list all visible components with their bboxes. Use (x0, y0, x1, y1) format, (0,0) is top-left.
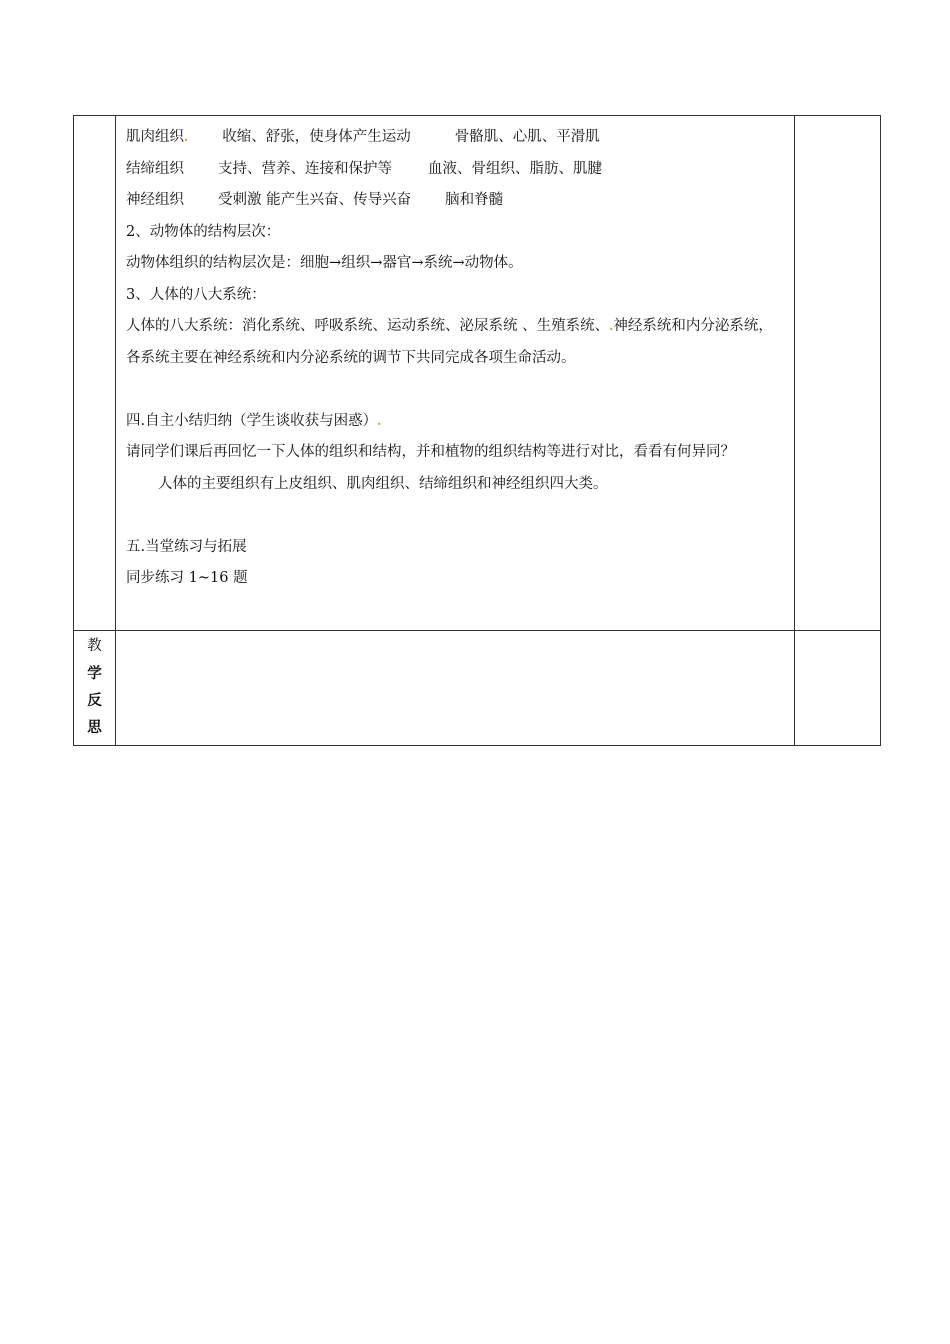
highlight-dot: . (377, 413, 382, 428)
lesson-plan-table (73, 115, 881, 746)
tissue-name: 神经组织 (126, 192, 185, 208)
tissue-function: 受刺激 能产生兴奋、传导兴奋 (218, 192, 412, 208)
part4-answer: 人体的主要组织有上皮组织、肌肉组织、结缔组织和神经组织四大类。 (158, 475, 608, 492)
section3-heading: 3、人体的八大系统： (126, 286, 266, 303)
reflection-char: 反 (87, 692, 102, 709)
tissue-examples: 骨骼肌、心肌、平滑肌 (454, 129, 600, 145)
reflection-content-cell (116, 631, 795, 746)
main-content-cell (116, 116, 795, 631)
reflection-char: 学 (87, 665, 102, 682)
section2-heading: 2、动物体的结构层次： (126, 223, 281, 240)
highlight-dot: . (184, 130, 189, 144)
part5-text: 同步练习 1~16 题 (126, 570, 248, 586)
tissue-name: 肌肉组织 (126, 129, 185, 145)
reflection-char: 教 (87, 638, 102, 654)
tissue-row-muscle (126, 122, 786, 154)
tissue-function: 收缩、舒张，使身体产生运动 (222, 129, 411, 145)
part5-heading: 五.当堂练习与拓展 (126, 538, 247, 555)
reflection-right-cell (794, 631, 880, 746)
part4-question: 请同学们课后再回忆一下人体的组织和结构，并和植物的组织结构等进行对比，看看有何异同？ (126, 444, 736, 460)
section3-text: 人体的八大系统：消化系统、呼吸系统、运动系统、泌尿系统 、生殖系统、.神经系统和内分泌系统，各系统主要在神经系统和内分泌系统的调节下共同完成各项生命活动。 (126, 318, 773, 366)
content-row (74, 116, 881, 631)
tissue-name: 结缔组织 (126, 160, 185, 177)
tissue-examples: 脑和脊髓 (445, 192, 504, 208)
tissue-row-connective (126, 154, 786, 186)
content-body (116, 116, 794, 595)
tissue-row-nerve (126, 185, 786, 217)
part4-heading: 四.自主小结归纳（学生谈收获与困惑）. (126, 412, 382, 429)
left-label-cell (74, 116, 116, 631)
reflection-char: 思 (87, 719, 102, 736)
right-cell (794, 116, 880, 631)
section2-text: 动物体组织的结构层次是：细胞→组织→器官→系统→动物体。 (126, 255, 523, 271)
highlight-dot: . (609, 319, 614, 333)
tissue-examples: 血液、骨组织、脂肪、肌腱 (428, 160, 603, 177)
reflection-label (74, 631, 115, 741)
tissue-function: 支持、营养、连接和保护等 (218, 160, 393, 177)
reflection-label-cell (74, 631, 116, 746)
reflection-row (74, 631, 881, 746)
